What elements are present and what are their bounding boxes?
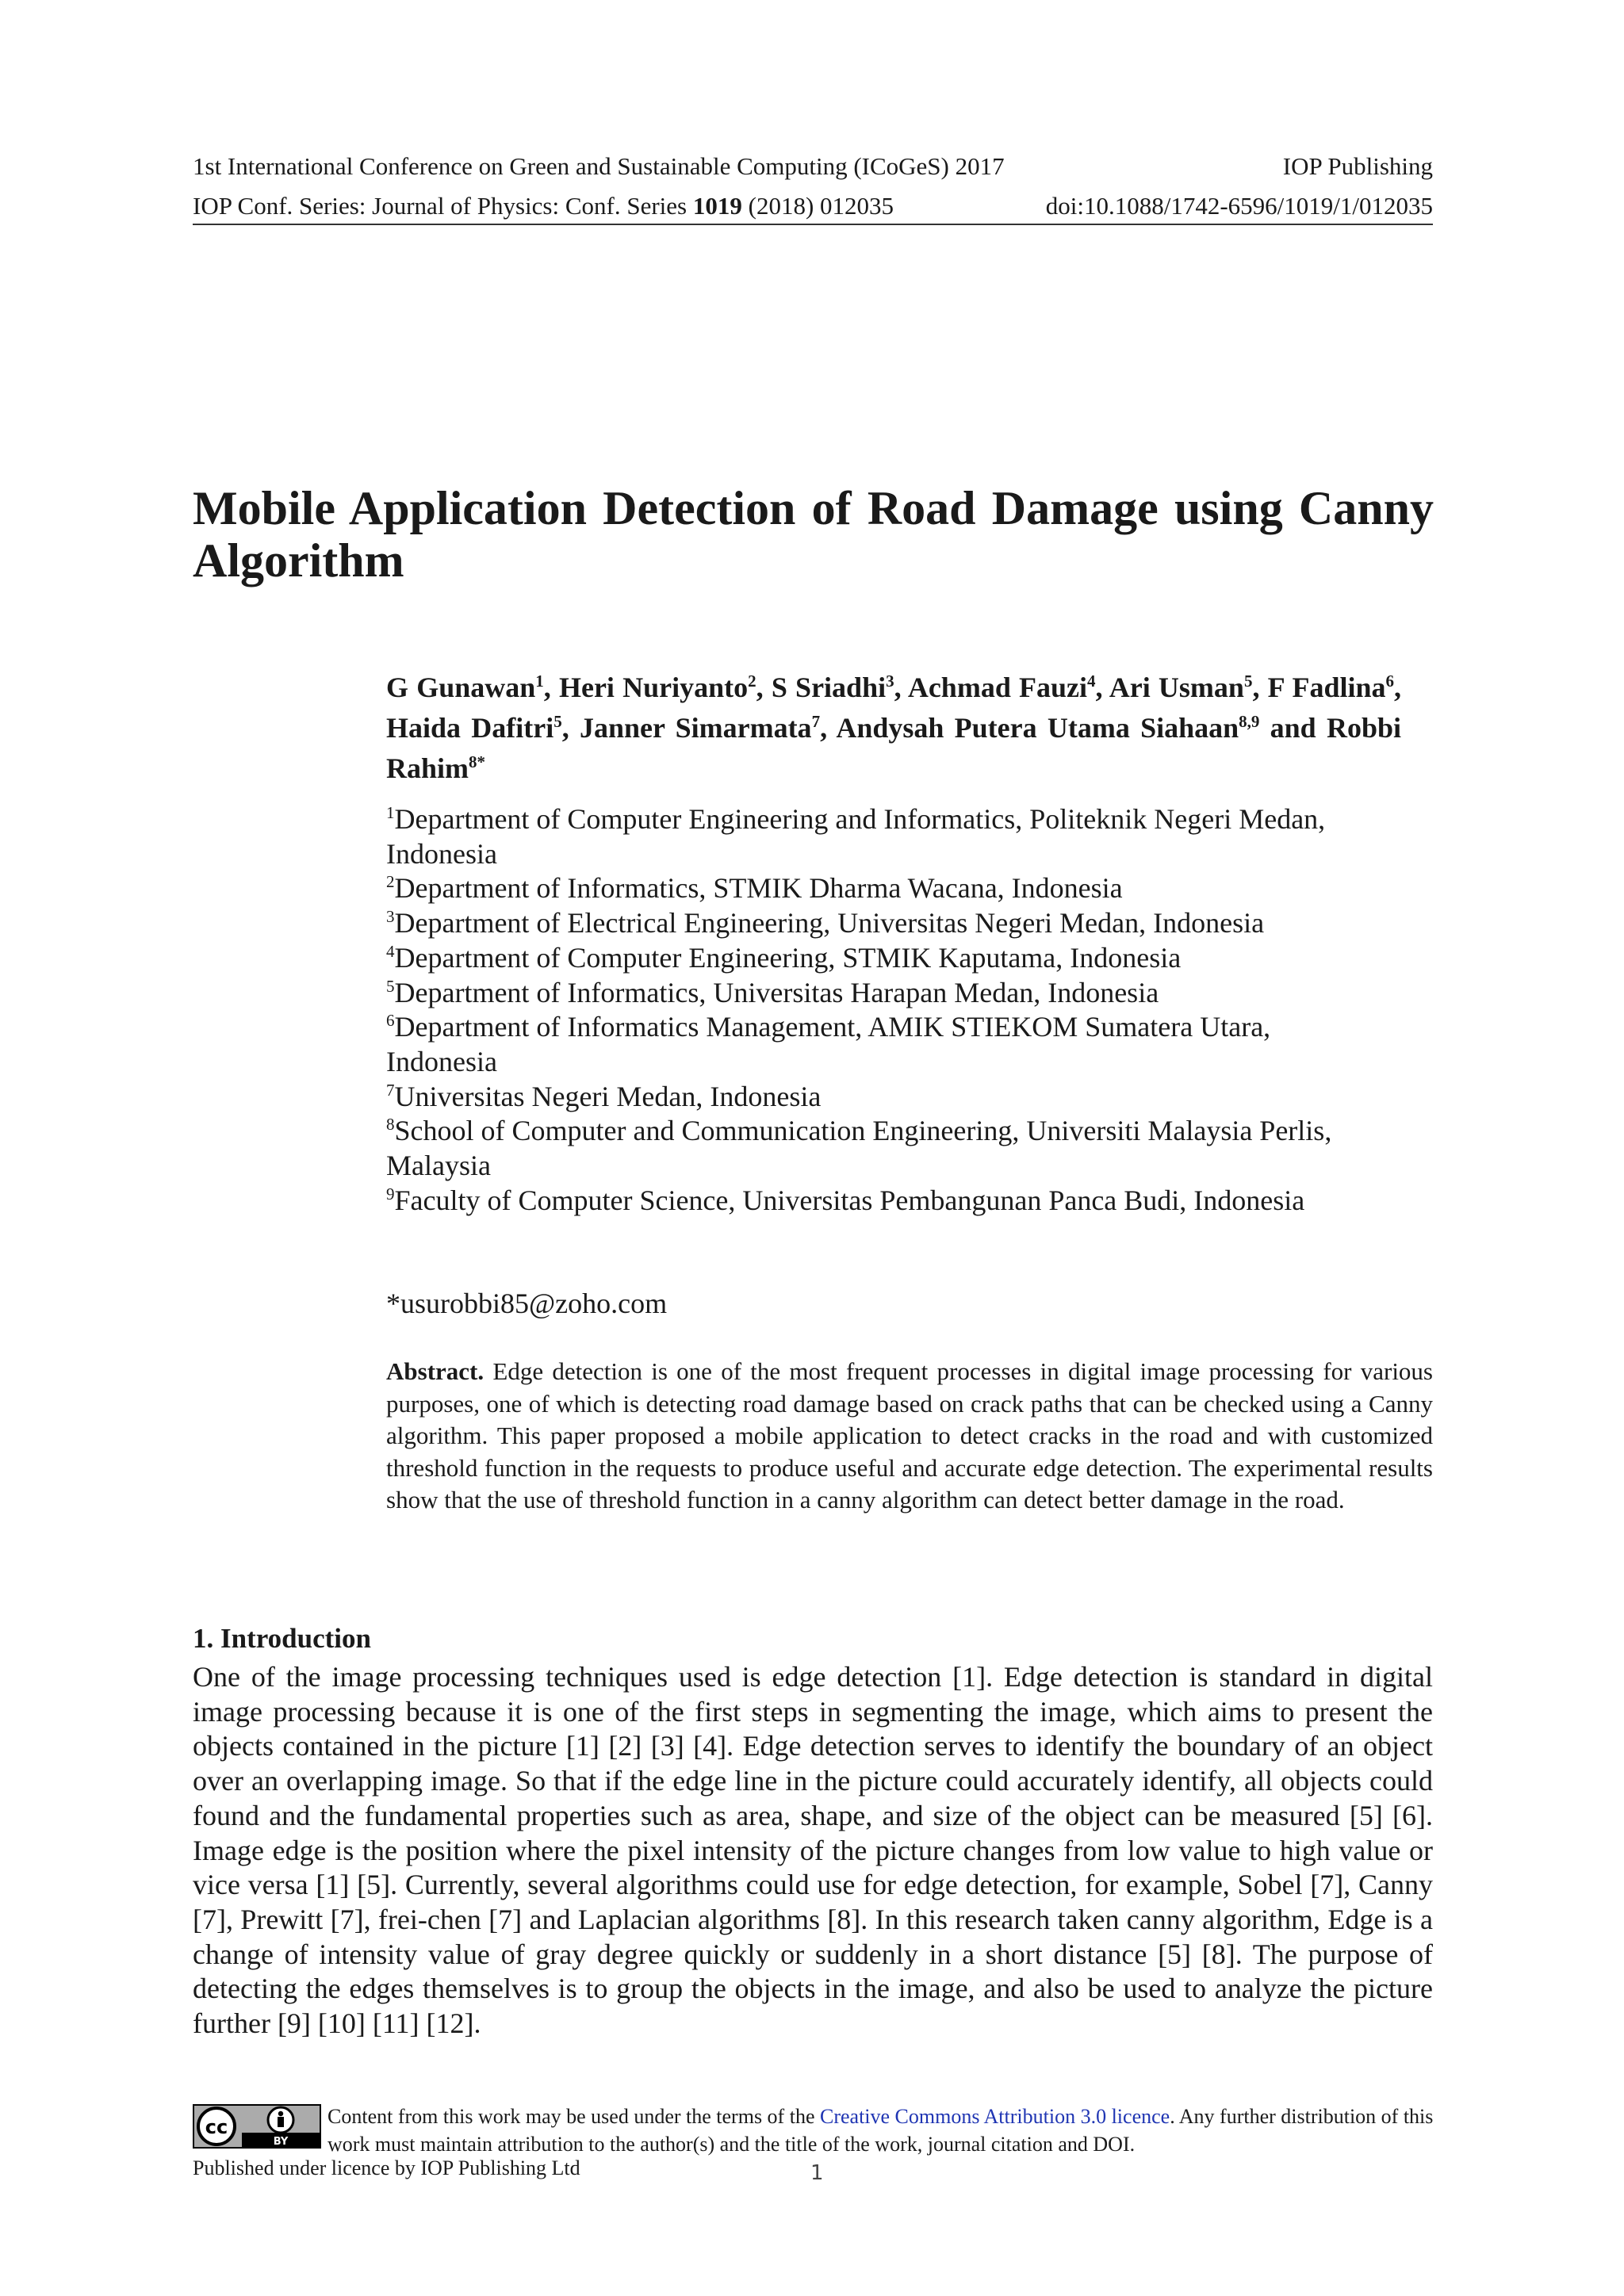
author-name: Heri Nuriyanto xyxy=(558,672,749,703)
affiliation-text: Department of Electrical Engineering, Universitas Negeri Medan, Indonesia xyxy=(394,907,1265,939)
abstract xyxy=(386,1356,1433,1517)
author-separator: , xyxy=(1252,672,1268,703)
affiliation-text: Department of Informatics, Universitas Harapan Medan, Indonesia xyxy=(394,976,1159,1008)
affiliation-item xyxy=(386,802,1401,837)
paper-title: Mobile Application Detection of Road Damage using Canny Algorithm xyxy=(193,482,1434,587)
series-suffix: (2018) 012035 xyxy=(741,192,894,220)
license-link[interactable]: Creative Commons Attribution 3.0 licence xyxy=(819,2105,1170,2128)
author-affiliation-mark: 5 xyxy=(553,712,562,731)
affiliation-text: Department of Computer Engineering and Informatics, Politeknik Negeri Medan, xyxy=(394,803,1326,835)
cc-by-license-icon[interactable] xyxy=(193,2104,321,2149)
affiliation-item xyxy=(386,1184,1401,1219)
author-name: Andysah Putera Utama Siahaan xyxy=(836,712,1239,744)
series-prefix: IOP Conf. Series: Journal of Physics: Conf. Series xyxy=(193,192,693,220)
abstract-text: Edge detection is one of the most frequent processes in digital image processing for various purposes, one of which is detecting road damage based on crack paths that can be checked using a Canny algorithm. This paper proposed a mobile application to detect cracks in the road and with customized threshold function in the requests to produce useful and accurate edge detection. The experimental results show that the use of threshold function in a canny algorithm can detect better damage in the road. xyxy=(386,1357,1433,1513)
affiliation-number: 8 xyxy=(386,1115,395,1135)
running-header-conference: 1st International Conference on Green and Sustainable Computing (ICoGeS) 2017 xyxy=(193,152,1005,180)
affiliation-number: 9 xyxy=(386,1184,395,1203)
affiliation-item xyxy=(386,1080,1401,1115)
author-list xyxy=(386,668,1401,789)
license-pre: Content from this work may be used under the terms of the xyxy=(327,2105,820,2128)
author-name: Haida Dafitri xyxy=(386,712,554,744)
author-separator: and xyxy=(1259,712,1327,744)
affiliation-text: Department of Informatics, STMIK Dharma Wacana, Indonesia xyxy=(394,872,1123,905)
author-separator: , xyxy=(756,672,772,703)
affiliation-text: Universitas Negeri Medan, Indonesia xyxy=(394,1080,822,1112)
author-name: Achmad Fauzi xyxy=(907,672,1088,703)
author-separator: , xyxy=(894,672,908,703)
abstract-label: Abstract. xyxy=(386,1357,485,1385)
by-label: BY xyxy=(273,2136,289,2148)
author-name: Ari Usman xyxy=(1109,672,1244,703)
affiliation-item xyxy=(386,906,1401,941)
author-separator: , xyxy=(820,712,837,744)
author-affiliation-mark: 8,9 xyxy=(1239,712,1260,731)
author-affiliation-mark: 6 xyxy=(1385,672,1395,691)
affiliation-number: 2 xyxy=(386,872,395,892)
author-affiliation-mark: 8* xyxy=(469,752,486,771)
affiliation-text: School of Computer and Communication Engineering, Universiti Malaysia Perlis, xyxy=(394,1115,1332,1147)
running-header-series xyxy=(193,190,894,222)
section-heading-introduction: 1. Introduction xyxy=(193,1623,371,1654)
header-rule xyxy=(193,224,1433,225)
affiliation-item xyxy=(386,1114,1401,1149)
license-text xyxy=(327,2103,1434,2158)
affiliation-list xyxy=(386,802,1401,1218)
author-affiliation-mark: 4 xyxy=(1087,672,1096,691)
affiliation-item xyxy=(386,1010,1401,1045)
running-header-publisher: IOP Publishing xyxy=(1282,152,1433,180)
affiliation-number: 1 xyxy=(386,803,395,822)
author-name: Janner Simarmata xyxy=(579,712,812,744)
published-under-licence: Published under licence by IOP Publishing Ltd xyxy=(193,2156,580,2179)
author-name: S Sriadhi xyxy=(771,672,887,703)
affiliation-text: Department of Computer Engineering, STMIK Kaputama, Indonesia xyxy=(394,941,1182,974)
affiliation-text: Department of Informatics Management, AMIK STIEKOM Sumatera Utara, xyxy=(394,1011,1271,1043)
author-separator: , xyxy=(1394,672,1402,703)
affiliation-item xyxy=(386,976,1401,1011)
affiliation-continuation: Indonesia xyxy=(386,1045,497,1077)
affiliation-number: 3 xyxy=(386,907,395,927)
affiliation-item xyxy=(386,941,1401,976)
author-affiliation-mark: 2 xyxy=(748,672,756,691)
running-header-doi: doi:10.1088/1742-6596/1019/1/012035 xyxy=(1045,192,1433,220)
license-post: . Any further distribution of this work must maintain attribution to the author(s) and the title of the work, journal citation and DOI. xyxy=(327,2105,1434,2156)
author-separator: , xyxy=(561,712,580,744)
introduction-paragraph: One of the image processing techniques used is edge detection [1]. Edge detection is standard in digital image processing because it is one of the first steps in segmenting the image, which aims to present the objects contained in the picture [1] [2] [3] [4]. Edge detection serves to identify the boundary of an object over an overlapping image. So that if the edge line in the picture could accurately identify, all objects could found and the fundamental properties such as area, shape, and size of the object can be measured [5] [6]. Image edge is the position where the pixel intensity of the picture changes from low value to high value or vice versa [1] [5]. Currently, several algorithms could use for edge detection, for example, Sobel [7], Canny [7], Prewitt [7], frei-chen [7] and Laplacian algorithms [8]. In this research taken canny algorithm, Edge is a change of intensity value of gray degree quickly or suddenly in a short distance [5] [8]. The purpose of detecting the edges themselves is to group the objects in the image, and also be used to analyze the picture further [9] [10] [11] [12]. xyxy=(193,1661,1433,2040)
affiliation-text: Faculty of Computer Science, Universitas Pembangunan Panca Budi, Indonesia xyxy=(394,1184,1305,1216)
affiliation-number: 4 xyxy=(386,941,395,961)
author-separator: , xyxy=(543,672,559,703)
cc-label: cc xyxy=(205,2116,228,2138)
affiliation-continuation: Indonesia xyxy=(386,837,497,870)
affiliation-number: 5 xyxy=(386,976,395,996)
author-name: F Fadlina xyxy=(1267,672,1386,703)
affiliation-continuation: Malaysia xyxy=(386,1150,491,1182)
page-number: 1 xyxy=(810,2161,824,2185)
author-affiliation-mark: 3 xyxy=(886,672,894,691)
author-affiliation-mark: 5 xyxy=(1243,672,1253,691)
affiliation-number: 6 xyxy=(386,1011,395,1031)
corresponding-email[interactable]: *usurobbi85@zoho.com xyxy=(386,1288,668,1319)
affiliation-number: 7 xyxy=(386,1080,395,1100)
author-name: Robbi Rahim xyxy=(386,712,1401,784)
author-affiliation-mark: 1 xyxy=(535,672,544,691)
series-volume: 1019 xyxy=(692,192,742,220)
author-name: G Gunawan xyxy=(386,672,536,703)
author-affiliation-mark: 7 xyxy=(811,712,821,731)
author-separator: , xyxy=(1095,672,1109,703)
affiliation-item xyxy=(386,871,1401,906)
